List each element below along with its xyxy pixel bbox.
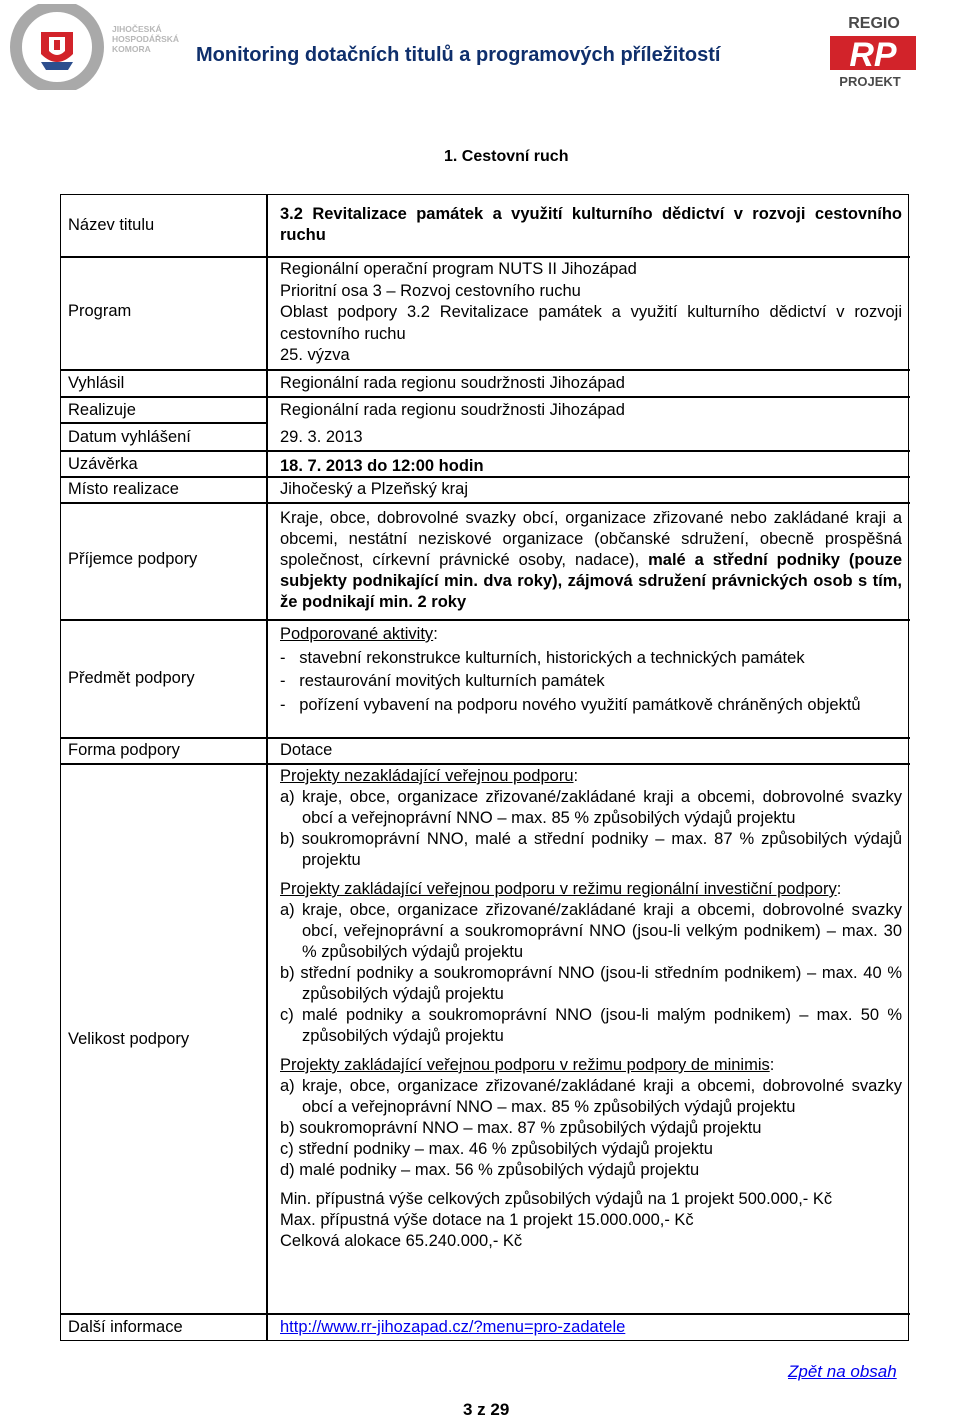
label-program: Program <box>68 302 132 320</box>
page-number: 3 z 29 <box>463 1400 510 1419</box>
velikost-limit: Celková alokace 65.240.000,- Kč <box>280 1232 523 1250</box>
value-misto: Jihočeský a Plzeňský kraj <box>280 480 468 498</box>
velikost-item: a) kraje, obce, organizace zřizované/zakládané kraji a obcemi, dobrovolné svazky obcí a veřejnoprávní NNO – max. 85 % způsobilých výdajů projektu <box>280 788 902 827</box>
column-divider <box>266 195 268 1340</box>
value-prijemce <box>280 508 902 613</box>
chamber-org-name: JIHOČESKÁ HOSPODÁŘSKÁ KOMORA <box>112 24 180 54</box>
program-line: Regionální operační program NUTS II Jihozápad <box>280 260 637 278</box>
predmet-item: - pořízení vybavení na podporu nového využití památkově chráněných objektů <box>280 695 861 714</box>
velikost-item: b) soukromoprávní NNO, malé a střední podniky – max. 87 % způsobilých výdajů projektu <box>280 830 902 869</box>
velikost-item: d) malé podniky – max. 56 % způsobilých výdajů projektu <box>280 1161 700 1179</box>
label-uzaverka: Uzávěrka <box>68 455 138 473</box>
value-nazev: 3.2 Revitalizace památek a využití kulturního dědictví v rozvoji cestovního ruchu <box>280 205 902 244</box>
row-divider <box>61 450 910 452</box>
velikost-limit: Min. přípustná výše celkových způsobilých výdajů na 1 projekt 500.000,- Kč <box>280 1190 833 1208</box>
row-divider <box>61 1313 910 1315</box>
program-line: 25. výzva <box>280 346 350 364</box>
velikost-item: b) střední podniky a soukromoprávní NNO (jsou-li středním podnikem) – max. 40 % způsobilých výdajů projektu <box>280 964 902 1003</box>
predmet-item: - stavební rekonstrukce kulturních, historických a technických památek <box>280 648 805 667</box>
row-divider <box>61 422 267 424</box>
label-misto: Místo realizace <box>68 480 179 498</box>
velikost-item: b) soukromoprávní NNO – max. 87 % způsobilých výdajů projektu <box>280 1119 762 1137</box>
program-line: Prioritní osa 3 – Rozvoj cestovního ruchu <box>280 281 581 300</box>
label-velikost: Velikost podpory <box>68 1030 190 1048</box>
row-divider <box>61 502 910 504</box>
back-to-contents-link[interactable]: Zpět na obsah <box>788 1362 897 1381</box>
prijemce-bold-text: malé a střední podniky (pouze subjekty podnikající min. dva roky), zájmová sdružení právnických osob s tím, že podnikají min. 2 roky <box>280 551 903 611</box>
value-uzaverka: 18. 7. 2013 do 12:00 hodin <box>280 457 484 475</box>
dalsi-info-link[interactable]: http://www.rr-jihozapad.cz/?menu=pro-zadatele <box>280 1318 626 1336</box>
logo-regio-text: REGIO <box>848 15 900 32</box>
velikost-item: c) malé podniky a soukromoprávní NNO (jsou-li malým podnikem) – max. 50 % způsobilých výdajů projektu <box>280 1006 902 1045</box>
velikost-heading: Projekty nezakládající veřejnou podporu <box>280 767 574 785</box>
velikost-heading: Projekty zakládající veřejnou podporu v režimu regionální investiční podpory <box>280 880 837 898</box>
row-divider <box>61 737 910 739</box>
predmet-heading: Podporované aktivity <box>280 625 434 643</box>
row-divider <box>61 369 910 371</box>
label-forma: Forma podpory <box>68 741 180 759</box>
value-vyhlasil: Regionální rada regionu soudržnosti Jihozápad <box>280 374 625 392</box>
row-divider <box>61 256 910 258</box>
velikost-heading: Projekty zakládající veřejnou podporu v režimu podpory de minimis <box>280 1056 770 1074</box>
page-header <box>0 0 960 112</box>
predmet-item: - restaurování movitých kulturních památek <box>280 672 605 690</box>
value-predmet: Podporované aktivity: - stavební rekonstrukce kulturních, historických a technických památek - restaurování movitých kulturních památek - pořízení vybavení na podporu nového využití památkově chráněných objektů <box>280 623 902 717</box>
label-vyhlasil: Vyhlásil <box>68 374 125 392</box>
row-divider <box>61 619 910 621</box>
velikost-item: c) střední podniky – max. 46 % způsobilých výdajů projektu <box>280 1140 713 1158</box>
value-realizuje: Regionální rada regionu soudržnosti Jihozápad <box>280 401 625 419</box>
label-predmet: Předmět podpory <box>68 669 195 687</box>
label-realizuje: Realizuje <box>68 401 136 419</box>
prijemce-text: Kraje, obce, dobrovolné svazky obcí, organizace zřizované nebo zakládané kraji a obcemi, nestátní neziskové organizace (občanské sdružení, obecně prospěšná společnost, církevní právnické osoby, nadace), <box>280 509 902 569</box>
logo-rp-text: RP <box>849 36 897 74</box>
page-title: Monitoring dotačních titulů a programových příležitostí <box>196 44 721 66</box>
velikost-item: a) kraje, obce, organizace zřizované/zakládané kraji a obcemi, dobrovolné svazky obcí a veřejnoprávní NNO – max. 85 % způsobilých výdajů projektu <box>280 1077 902 1116</box>
velikost-item: a) kraje, obce, organizace zřizované/zakládané kraji a obcemi, dobrovolné svazky obcí, veřejnoprávní a soukromoprávní NNO (jsou-li velkým podnikem) – max. 30 % způsobilých výdajů projektu <box>280 901 902 961</box>
grant-table <box>60 194 909 1341</box>
value-program <box>280 259 902 367</box>
label-datum: Datum vyhlášení <box>68 428 191 446</box>
logo-projekt-text: PROJEKT <box>839 74 901 89</box>
program-line: Oblast podpory 3.2 Revitalizace památek a využití kulturního dědictví v rozvoji cestovního ruchu <box>280 303 902 343</box>
label-prijemce: Příjemce podpory <box>68 550 198 568</box>
velikost-limit: Max. přípustná výše dotace na 1 projekt 15.000.000,- Kč <box>280 1211 694 1229</box>
label-dalsi: Další informace <box>68 1318 183 1336</box>
value-forma: Dotace <box>280 741 333 759</box>
regio-rp-projekt-logo <box>828 14 920 92</box>
row-divider <box>61 763 910 765</box>
label-nazev: Název titulu <box>68 216 155 234</box>
value-velikost: Projekty nezakládající veřejnou podporu: a) kraje, obce, organizace zřizované/zakládané kraji a obcemi, dobrovolné svazky obcí a veřejnoprávní NNO – max. 85 % způsobilých výdajů projektu b) soukromoprávní NNO, malé a střední podniky – max. 87 % způsobilých výdajů projektu Projekty zakládající veřejnou podporu v režimu regionální investiční podpory: a) kraje, obce, organizace zřizované/zakládané kraji a obcemi, dobrovolné svazky obcí, veřejnoprávní a soukromoprávní NNO (jsou-li velkým podnikem) – max. 30 % způsobilých výdajů projektu b) střední podniky a soukromoprávní NNO (jsou-li středním podnikem) – max. 40 % způsobilých výdajů projektu c) malé podniky a soukromoprávní NNO (jsou-li malým podnikem) – max. 50 % způsobilých výdajů projektu Projekty zakládající veřejnou podporu v režimu podpory de minimis: a) kraje, obce, organizace zřizované/zakládané kraji a obcemi, dobrovolné svazky obcí a veřejnoprávní NNO – max. 85 % způsobilých výdajů projektu b) soukromoprávní NNO – max. 87 % způsobilých výdajů projektu c) střední podniky – max. 46 % způsobilých výdajů projektu d) malé podniky – max. 56 % způsobilých výdajů projektu Min. přípustná výše celkových způsobilých výdajů na 1 projekt 500.000,- Kč Max. přípustná výše dotace na 1 projekt 15.000.000,- Kč Celková alokace 65.240.000,- Kč <box>280 767 902 1250</box>
chamber-seal-logo <box>8 4 106 90</box>
value-datum: 29. 3. 2013 <box>280 428 363 446</box>
row-divider <box>61 396 910 398</box>
section-title: 1. Cestovní ruch <box>444 148 569 165</box>
